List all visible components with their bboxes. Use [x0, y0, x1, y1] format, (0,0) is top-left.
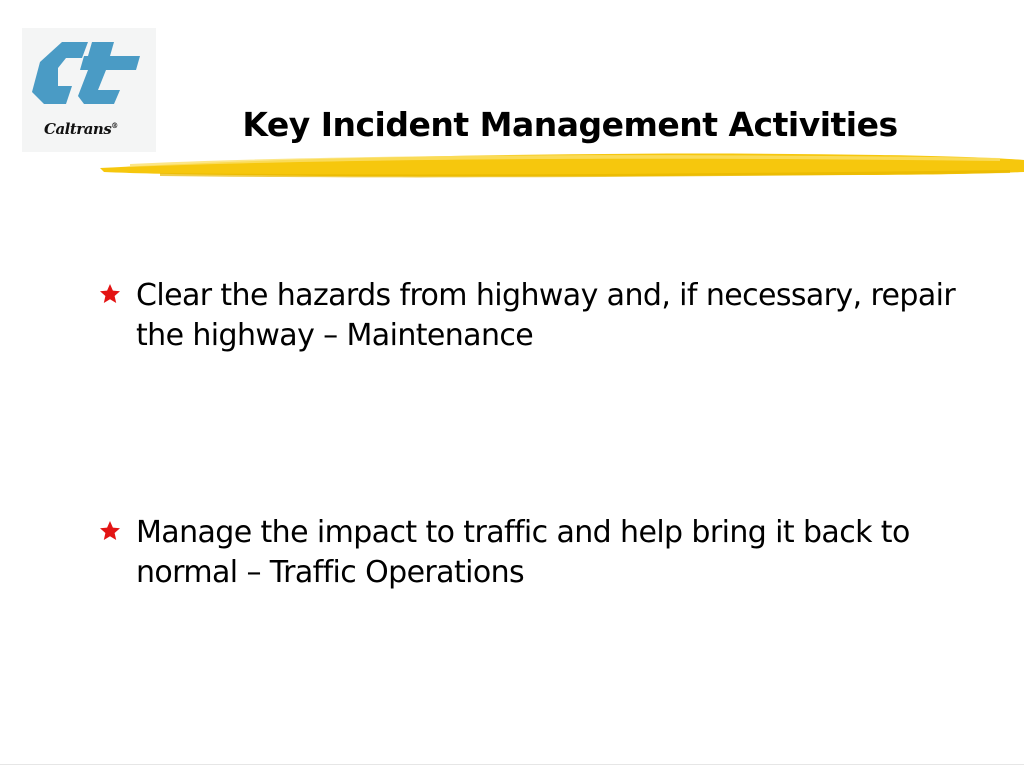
- caltrans-logo: [22, 28, 156, 152]
- slide-bottom-border: [0, 764, 1024, 765]
- bullet-text: Clear the hazards from highway and, if necessary, repair the highway – Maintenance: [136, 278, 956, 353]
- star-icon: [98, 519, 122, 543]
- bullet-text: Manage the impact to traffic and help bring it back to normal – Traffic Operations: [136, 515, 910, 590]
- star-icon: [98, 282, 122, 306]
- slide-title: Key Incident Management Activities: [242, 105, 898, 144]
- logo-wordmark: Caltrans®: [44, 120, 118, 138]
- title-underline-brush: [100, 146, 1024, 186]
